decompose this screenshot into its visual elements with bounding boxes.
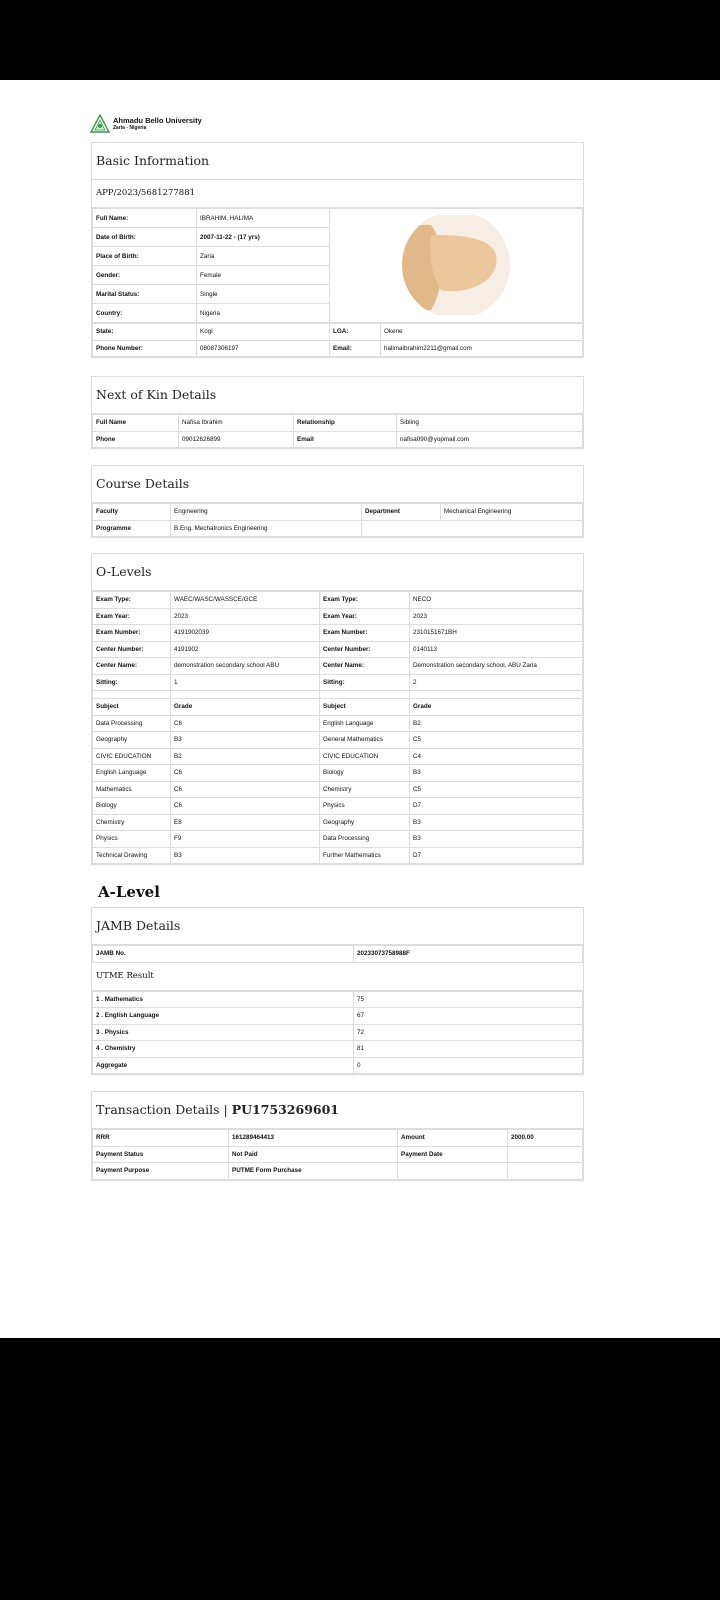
rrr-value: 161289464413 — [229, 1130, 398, 1147]
payment-date-value — [508, 1146, 583, 1163]
sitting1-value: 4191902 — [171, 641, 320, 658]
subject-cell: Biology — [93, 798, 171, 815]
passport-photo — [401, 215, 511, 315]
table-row — [93, 748, 583, 765]
grade-cell: C6 — [171, 765, 320, 782]
table-row — [93, 608, 583, 625]
table-row — [93, 674, 583, 691]
subject-cell: Physics — [93, 831, 171, 848]
table-row — [93, 1057, 583, 1074]
table-row — [93, 1008, 583, 1025]
transaction-table — [92, 1129, 583, 1180]
field-label: Exam Type: — [93, 592, 171, 609]
field-label: Department — [362, 504, 441, 521]
alevel-heading: A-Level — [98, 883, 160, 901]
transaction-reference: PU1753269601 — [231, 1102, 339, 1117]
subject-header: Subject — [320, 699, 410, 716]
jamb-title: JAMB Details — [92, 908, 583, 945]
table-row — [93, 798, 583, 815]
grade-cell: B3 — [410, 814, 583, 831]
field-label: RRR — [93, 1130, 229, 1147]
field-label: Exam Number: — [320, 625, 410, 642]
subject-cell: Mathematics — [93, 781, 171, 798]
empty-cell — [508, 1163, 583, 1180]
subject-cell: Chemistry — [93, 814, 171, 831]
utme-score: 72 — [354, 1024, 583, 1041]
table-row — [93, 765, 583, 782]
transaction-title — [92, 1092, 583, 1129]
table-row — [93, 715, 583, 732]
field-label: Payment Status — [93, 1146, 229, 1163]
document-page — [0, 80, 720, 1338]
field-label: Center Name: — [320, 658, 410, 675]
field-label: Phone Number: — [93, 340, 197, 357]
place-of-birth-value: Zaria — [197, 247, 330, 266]
full-name-value: IBRAHIM, HALIMA — [197, 209, 330, 228]
sitting2-value: 0140113 — [410, 641, 583, 658]
grade-cell: C6 — [171, 715, 320, 732]
table-row — [93, 504, 583, 521]
field-label: Center Number: — [93, 641, 171, 658]
table-row — [93, 991, 583, 1008]
subject-cell: Data Processing — [93, 715, 171, 732]
table-row — [93, 691, 583, 699]
grade-cell: B3 — [171, 847, 320, 864]
sitting2-value: 2023 — [410, 608, 583, 625]
subject-cell: Chemistry — [320, 781, 410, 798]
field-label: Sitting: — [320, 674, 410, 691]
field-label: Marital Status: — [93, 285, 197, 304]
field-label: Payment Purpose — [93, 1163, 229, 1180]
grade-cell: B2 — [410, 715, 583, 732]
field-label: Center Name: — [93, 658, 171, 675]
sitting1-value: 2023 — [171, 608, 320, 625]
grade-cell: D7 — [410, 798, 583, 815]
subject-cell: Biology — [320, 765, 410, 782]
table-row — [93, 658, 583, 675]
grade-cell: B3 — [410, 831, 583, 848]
gender-value: Female — [197, 266, 330, 285]
course-details-card — [91, 465, 584, 538]
field-label: Relationship — [294, 415, 397, 432]
field-label: Exam Year: — [320, 608, 410, 625]
grade-header: Grade — [171, 699, 320, 716]
grade-cell: B3 — [410, 765, 583, 782]
grade-cell: C5 — [410, 781, 583, 798]
grade-cell: C6 — [171, 781, 320, 798]
sitting2-value: 2310151671BH — [410, 625, 583, 642]
utme-subject: 4 . Chemistry — [93, 1041, 354, 1058]
subject-cell: Physics — [320, 798, 410, 815]
field-label: Gender: — [93, 266, 197, 285]
table-row — [93, 1163, 583, 1180]
basic-information-card — [91, 142, 584, 358]
jamb-number-value: 20233073758988F — [354, 946, 583, 963]
utme-score: 81 — [354, 1041, 583, 1058]
university-logo-icon — [90, 114, 110, 134]
sitting1-value: WAEC/WASC/WASSCE/GCE — [171, 592, 320, 609]
utme-subject: 2 . English Language — [93, 1008, 354, 1025]
table-row — [93, 847, 583, 864]
application-number: APP/2023/5681277881 — [92, 180, 583, 208]
utme-subject: Aggregate — [93, 1057, 354, 1074]
country-value: Nigeria — [197, 304, 330, 323]
utme-subject: 3 . Physics — [93, 1024, 354, 1041]
subject-cell: General Mathematics — [320, 732, 410, 749]
field-label: Exam Year: — [93, 608, 171, 625]
subject-cell: CIVIC EDUCATION — [93, 748, 171, 765]
dob-value: 2007-11-22 - (17 yrs) — [197, 228, 330, 247]
grade-cell: D7 — [410, 847, 583, 864]
subject-cell: CIVIC EDUCATION — [320, 748, 410, 765]
grade-cell: B3 — [171, 732, 320, 749]
field-label: Phone — [93, 431, 179, 448]
field-label: Email — [294, 431, 397, 448]
table-row — [93, 831, 583, 848]
utme-title: UTME Result — [92, 963, 583, 991]
subject-cell: English Language — [93, 765, 171, 782]
university-location: Zaria - Nigeria — [113, 125, 147, 131]
grade-cell: C4 — [410, 748, 583, 765]
sitting2-value: Demonstration secondary school, ABU Zaria — [410, 658, 583, 675]
sitting2-value: 2 — [410, 674, 583, 691]
kin-phone-value: 09012626899 — [179, 431, 294, 448]
field-label: Sitting: — [93, 674, 171, 691]
subject-cell: Geography — [320, 814, 410, 831]
grade-cell: E8 — [171, 814, 320, 831]
field-label: Exam Number: — [93, 625, 171, 642]
subject-cell: Geography — [93, 732, 171, 749]
sitting1-value: 4191902039 — [171, 625, 320, 642]
utme-subject: 1 . Mathematics — [93, 991, 354, 1008]
subject-cell: Further Mathematics — [320, 847, 410, 864]
field-label: Center Number: — [320, 641, 410, 658]
grade-header: Grade — [410, 699, 583, 716]
course-title: Course Details — [92, 466, 583, 503]
field-label: Payment Date — [398, 1146, 508, 1163]
field-label: Full Name — [93, 415, 179, 432]
utme-score: 67 — [354, 1008, 583, 1025]
kin-email-value: nafisa090@yopmail.com — [397, 431, 583, 448]
amount-value: 2000.00 — [508, 1130, 583, 1147]
olevels-card — [91, 553, 584, 865]
table-row — [93, 1130, 583, 1147]
jamb-table — [92, 945, 583, 963]
kin-table — [92, 414, 583, 448]
kin-name-value: Nafisa Ibrahim — [179, 415, 294, 432]
grade-cell: C6 — [171, 798, 320, 815]
olevels-title: O-Levels — [92, 554, 583, 591]
transaction-details-card — [91, 1091, 584, 1181]
field-label: Place of Birth: — [93, 247, 197, 266]
field-label: Date of Birth: — [93, 228, 197, 247]
table-row — [93, 946, 583, 963]
department-value: Mechanical Engineering — [441, 504, 583, 521]
table-row — [93, 781, 583, 798]
subject-cell: Technical Drawing — [93, 847, 171, 864]
field-label: Full Name: — [93, 209, 197, 228]
university-name: Ahmadu Bello University — [113, 116, 202, 125]
empty-cell — [398, 1163, 508, 1180]
subject-header: Subject — [93, 699, 171, 716]
table-row — [93, 324, 583, 341]
passport-photo-cell — [330, 209, 583, 323]
utme-score: 0 — [354, 1057, 583, 1074]
table-row — [93, 625, 583, 642]
grade-cell: F9 — [171, 831, 320, 848]
field-label: Amount — [398, 1130, 508, 1147]
field-label: State: — [93, 324, 197, 341]
subject-cell: English Language — [320, 715, 410, 732]
table-row — [93, 814, 583, 831]
olevels-info-table — [92, 591, 583, 864]
state-value: Kogi — [197, 324, 330, 341]
table-row — [93, 732, 583, 749]
jamb-details-card — [91, 907, 584, 1075]
payment-purpose-value: PUTME Form Purchase — [229, 1163, 398, 1180]
table-row — [93, 592, 583, 609]
email-value: halimaibrahim2211@gmail.com — [381, 340, 583, 357]
utme-table — [92, 991, 583, 1075]
table-row — [93, 1041, 583, 1058]
faculty-value: Engineering — [171, 504, 362, 521]
table-row — [93, 340, 583, 357]
table-row — [93, 415, 583, 432]
lga-value: Okene — [381, 324, 583, 341]
table-row — [93, 699, 583, 716]
marital-status-value: Single — [197, 285, 330, 304]
basic-info-title: Basic Information — [92, 143, 583, 180]
basic-contact-table — [92, 323, 583, 357]
empty-cell — [362, 520, 583, 537]
table-row — [93, 431, 583, 448]
basic-info-table — [92, 208, 583, 323]
sitting2-value: NECO — [410, 592, 583, 609]
field-label: Programme — [93, 520, 171, 537]
kin-title: Next of Kin Details — [92, 377, 583, 414]
university-header — [90, 114, 202, 134]
field-label: Faculty — [93, 504, 171, 521]
table-row — [93, 1024, 583, 1041]
grade-cell: B2 — [171, 748, 320, 765]
kin-relationship-value: Sibling — [397, 415, 583, 432]
field-label: JAMB No. — [93, 946, 354, 963]
field-label: Exam Type: — [320, 592, 410, 609]
field-label: Country: — [93, 304, 197, 323]
sitting1-value: 1 — [171, 674, 320, 691]
phone-value: 08087306197 — [197, 340, 330, 357]
programme-value: B.Eng. Mechatronics Engineering — [171, 520, 362, 537]
payment-status-value: Not Paid — [229, 1146, 398, 1163]
field-label: LGA: — [330, 324, 381, 341]
table-row — [93, 641, 583, 658]
course-table — [92, 503, 583, 537]
utme-score: 75 — [354, 991, 583, 1008]
subject-cell: Data Processing — [320, 831, 410, 848]
table-row — [93, 209, 583, 228]
field-label: Email: — [330, 340, 381, 357]
next-of-kin-card — [91, 376, 584, 449]
table-row — [93, 520, 583, 537]
grade-cell: C5 — [410, 732, 583, 749]
transaction-title-text: Transaction Details | — [96, 1102, 232, 1117]
table-row — [93, 1146, 583, 1163]
sitting1-value: demonstration secondary school ABU — [171, 658, 320, 675]
